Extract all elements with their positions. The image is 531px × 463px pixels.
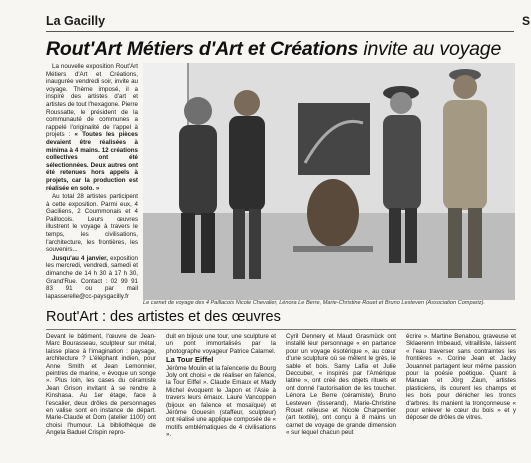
article-photo [143,63,515,300]
intro-text: La nouvelle exposition Rout'Art Métiers d'Art et Créations, inaugurée vendredi soir, invite au voyage. Thème imposé, il a inspiré des artistes d'art et artistes de tout l'hexagone. Pierre Roussatte, le président de la communauté de communes a rappelé l'originalité de l'appel à projets : [46,63,138,139]
body-column-2 [166,333,276,440]
body-column-3 [286,333,396,438]
headline-strong: Rout'Art Métiers d'Art et Créations [46,38,359,60]
headline-rest: invite au voyage [358,38,502,60]
body-text-4: écrire ». Martine Benabou, graveuse et Sklaerenn Imbeaud, vitrailliste, laissent « l'eau traverser sans contraintes les frontières ». Corine Jean et Jacky Jouannet partagent leur même passion pour la poésie poétique. Quant à Manuan et Jörg Zaun, artistes plasticiens, ils courent les champs et les bois pour dénicher les troncs d'arbres. Ils manient la tronçonneuse « pour enlever le cœur du bois » et y déposer de drôles de vitres. [406,333,516,422]
body-column-1 [46,333,156,438]
rubric-label: La Gacilly [46,14,106,28]
rubric-divider [46,31,514,32]
body-column-4 [406,333,516,423]
artists-paragraph: Au total 28 artistes participent à cette exposition. Parmi eux, 4 Gaciliens, 2 Coummonais et 4 Paillocois. Leurs œuvres illustrent le voyage à travers le temps, les civilisations, l'architecture, les frontières, les souvenirs... [46,193,138,254]
practical-info: exposition les mercredi, vendredi, samedi et dimanche de 14 h 30 à 17 h 30, Grand'Rue. Contact : 02 99 91 83 91 ou par mail lapasserelle@cc-paysgacilly.fr [46,254,138,300]
dates-highlight: Jusqu'au 4 janvier, [52,254,108,262]
subheading-tour-eiffel: La Tour Eiffel [166,355,214,365]
section-headline: Rout'Art : des artistes et des œuvres [46,309,281,325]
adjacent-article-letter: S [522,14,531,28]
body-text-2a: duit en bijoux une tour, une sculpture et un pont immortalisés par la photographe voyageur Patrice Calarnel. [166,333,276,355]
body-text-1: Devant le bâtiment, l'œuvre de Jean-Marc Bourasseau, sculpteur sur métal, laisse place à l'imagination : paysage, architecture ? L'éléphant indien, pour Anne Smith et Jean Lemonnier, peintres de marine, « évoque un songe ». Plus loin, les cases du céramiste Jean Grison invitant à se rendre à Kinshasa. Au 1er étage, face à l'escalier, deux drôles de personnages en valise sont en instance de départ. Marie-Claude et Dom (atelier 1100) ont choisi l'humour. La bibliothèque de Angela Baduel Crispin repro- [46,333,156,437]
photo-scene [143,63,515,300]
intro-column [46,63,138,301]
article-headline [46,38,516,61]
section-divider [46,329,516,330]
body-text-3: Cyril Dennery et Maud Grasmück ont installé leur personnage « en partance pour un voyage ésotérique », au cœur d'une sculpture où se mêlent le grès, le sable et bois. Samy Lafia et Julie Deccuber, « inspirés par l'Amérique latine », ont créé des objets rituels et ont donné l'autorisation de les toucher. Lénora Le Berre (céramiste), Bruno Lesteven (tisserand), Marie-Christine Rouet relieuse et Nicole Charpentier (art textile), ont conçu à 8 mains un carnet de voyage de grande dimension « sur lequel chacun peut [286,333,396,437]
intro-quote: « Toutes les pièces devaient être réalisées à minima à 4 mains. 12 créations collectives ont été sélectionnées. Deux autres ont été retenues hors appels à projets, car la production est réalisée en solo. » [46,131,138,192]
photo-caption: Le carnet de voyage des 4 Paillacois Nicole Chevalier, Lénora Le Berre, Marie-Christine Rouet et Bruno Lesteven (Association Compariz). [143,300,486,306]
body-text-2b: Jérôme Moulin et la faïencerie du Bourg Joly ont choisi « de réaliser en faïence, la Tour Eiffel ». Claude Emaux et Mady Michel évoquent le Japon et l'Asie à travers leurs émaux. Laure Vancoppen (bijoux en faïence et mosaïque) et Jérôme Gouesin (staffeur, sculpteur) ont réalisé une applique composée de « motifs emblématiques de 4 civilisations ». [166,364,276,439]
